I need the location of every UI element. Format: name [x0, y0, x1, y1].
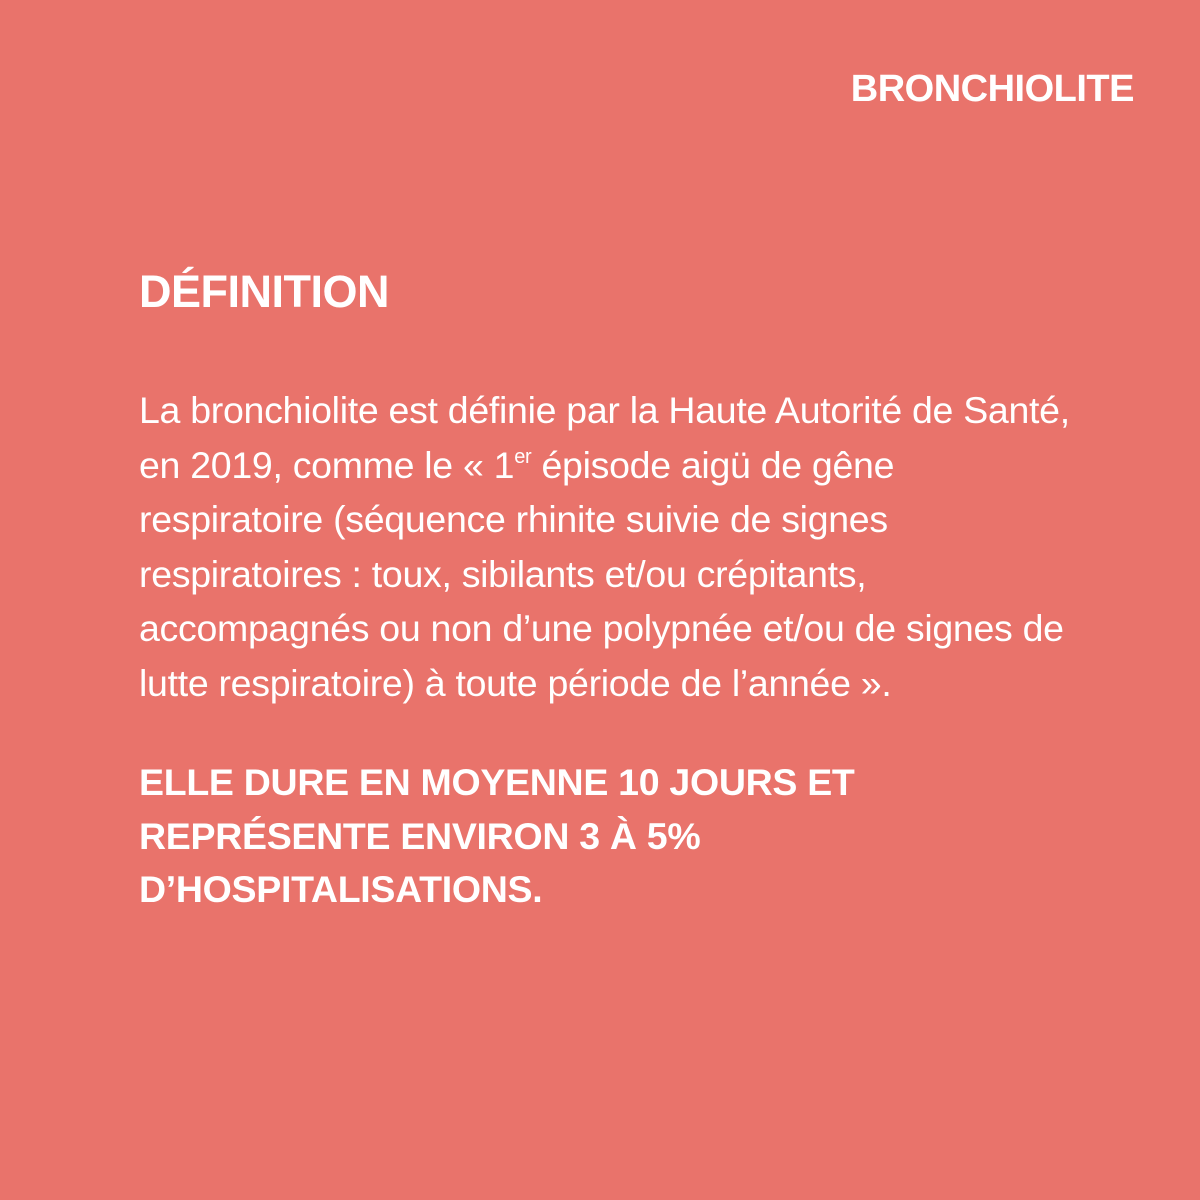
- key-fact: [139, 756, 1079, 917]
- key-fact-line: REPRÉSENTE ENVIRON 3 À 5%: [139, 814, 701, 857]
- definition-paragraph: [139, 383, 1079, 710]
- main-content: [139, 262, 1079, 917]
- ordinal-superscript: er: [514, 445, 532, 468]
- key-fact-line: ELLE DURE EN MOYENNE 10 JOURS ET: [139, 761, 855, 803]
- topic-tag: BRONCHIOLITE: [850, 68, 1134, 110]
- definition-text-end: épisode aigü de gêne respiratoire (séquence rhinite suivie de signes respiratoires : toux, sibilants et/ou crépitants, accompagnés ou non d’une polypnée et/ou de signes de lutte respiratoire) à toute période de l’année ».: [139, 443, 1064, 704]
- key-fact-line: D’HOSPITALISATIONS.: [139, 868, 543, 910]
- section-title: DÉFINITION: [139, 266, 389, 317]
- definition-text-start: La bronchiolite est définie par la Haute Autorité de Santé, en 2019, comme le « 1: [139, 389, 1070, 486]
